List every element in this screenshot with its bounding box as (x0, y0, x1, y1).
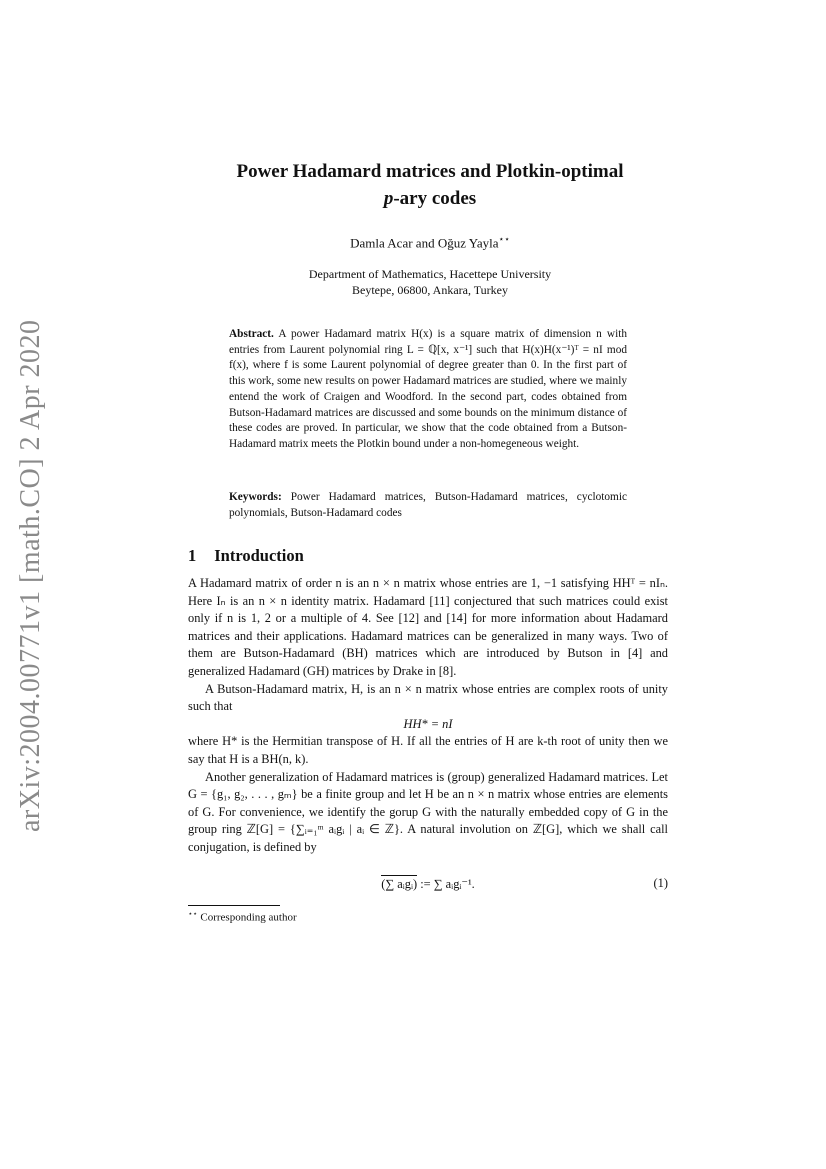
equation-1-body (188, 876, 668, 892)
footnote-rule (188, 905, 280, 906)
paragraph-3: where H* is the Hermitian transpose of H. If all the entries of H are k-th root of unity then we say that H is a BH(n, k). (188, 734, 668, 766)
title-line-2-text: -ary codes (393, 188, 477, 209)
footnote-mark: ⋆⋆ (188, 909, 198, 918)
section-title: Introduction (214, 546, 304, 565)
author-footnote-mark: ⋆⋆ (498, 234, 510, 244)
affiliation-line-2: Beytepe, 06800, Ankara, Turkey (352, 283, 508, 297)
keywords (229, 490, 627, 521)
equation-1-number: (1) (653, 876, 668, 890)
authors (120, 234, 740, 251)
author-names: Damla Acar and Oğuz Yayla (350, 235, 499, 251)
affiliation (120, 266, 740, 298)
affiliation-line-1: Department of Mathematics, Hacettepe University (308, 267, 552, 281)
paper-title (120, 158, 740, 212)
keywords-text: Power Hadamard matrices, Butson-Hadamard matrices, cyclotomic polynomials, Butson-Hadamard codes (229, 491, 627, 519)
footnote-text: Corresponding author (200, 911, 297, 924)
equation-1-lhs: (∑ aᵢgᵢ) (381, 877, 418, 891)
title-line-2 (120, 185, 740, 212)
arxiv-identifier: arXiv:2004.00771v1 [math.CO] 2 Apr 2020 (15, 319, 46, 832)
abstract-label: Abstract. (229, 328, 274, 340)
footnote (188, 909, 297, 924)
title-line-1: Power Hadamard matrices and Plotkin-optimal (236, 161, 624, 182)
title-variable: p (383, 188, 394, 209)
equation-1-rhs: := ∑ aᵢgᵢ⁻¹. (417, 877, 475, 891)
paragraph-1: A Hadamard matrix of order n is an n × n matrix whose entries are 1, −1 satisfying HHᵀ = nIₙ. Here Iₙ is an n × n identity matrix. Hadamard [11] conjectured that such matrices could exist only if n is 1, 2 or a multiple of 4. See [12] and [14] for more information about Hadamard matrices and their applications. Hadamard matrices can be generalized in many ways. Two of them are Butson-Hadamard (BH) matrices which are introduced by Butson in [4] and generalized Hadamard (GH) matrices by Drake in [8]. (188, 576, 668, 678)
keywords-label: Keywords: (229, 491, 282, 503)
paragraph-2: A Butson-Hadamard matrix, H, is an n × n matrix whose entries are complex roots of unity such that (188, 681, 668, 714)
section-heading (188, 546, 304, 566)
equation-hh: HH* = nI (403, 716, 453, 731)
section-number: 1 (188, 546, 197, 565)
abstract-text: A power Hadamard matrix H(x) is a square matrix of dimension n with entries from Laurent polynomial ring L = ℚ[x, x⁻¹] such that H(x)H(x⁻¹)ᵀ = nI mod f(x), where f is some Laurent polynomial of degree greater than 0. In the first part of this work, some new results on power Hadamard matrices are studied, where we mainly entend the work of Craigen and Woodford. In the second part, codes obtained from Butson-Hadamard matrices are discussed and some bounds on the minimum distance of these codes are proved. In particular, we show that the code obtained from a Butson-Hadamard matrix meets the Plotkin bound under a non-homegeneous weight. (229, 328, 627, 450)
paragraph-4: Another generalization of Hadamard matrices is (group) generalized Hadamard matrices. Let G = {g₁, g₂, . . . , gₘ} be a finite group and let H be an n × n matrix whose entries are elements of G. For convenience, we identify the gorup G with the naturally embedded copy of G in the group ring ℤ[G] = {∑ᵢ₌₁ᵐ aᵢgᵢ | aᵢ ∈ ℤ}. A natural involution on ℤ[G], which we shall call conjugation, is defined by (188, 769, 668, 854)
abstract (229, 327, 627, 453)
intro-body (188, 575, 668, 857)
